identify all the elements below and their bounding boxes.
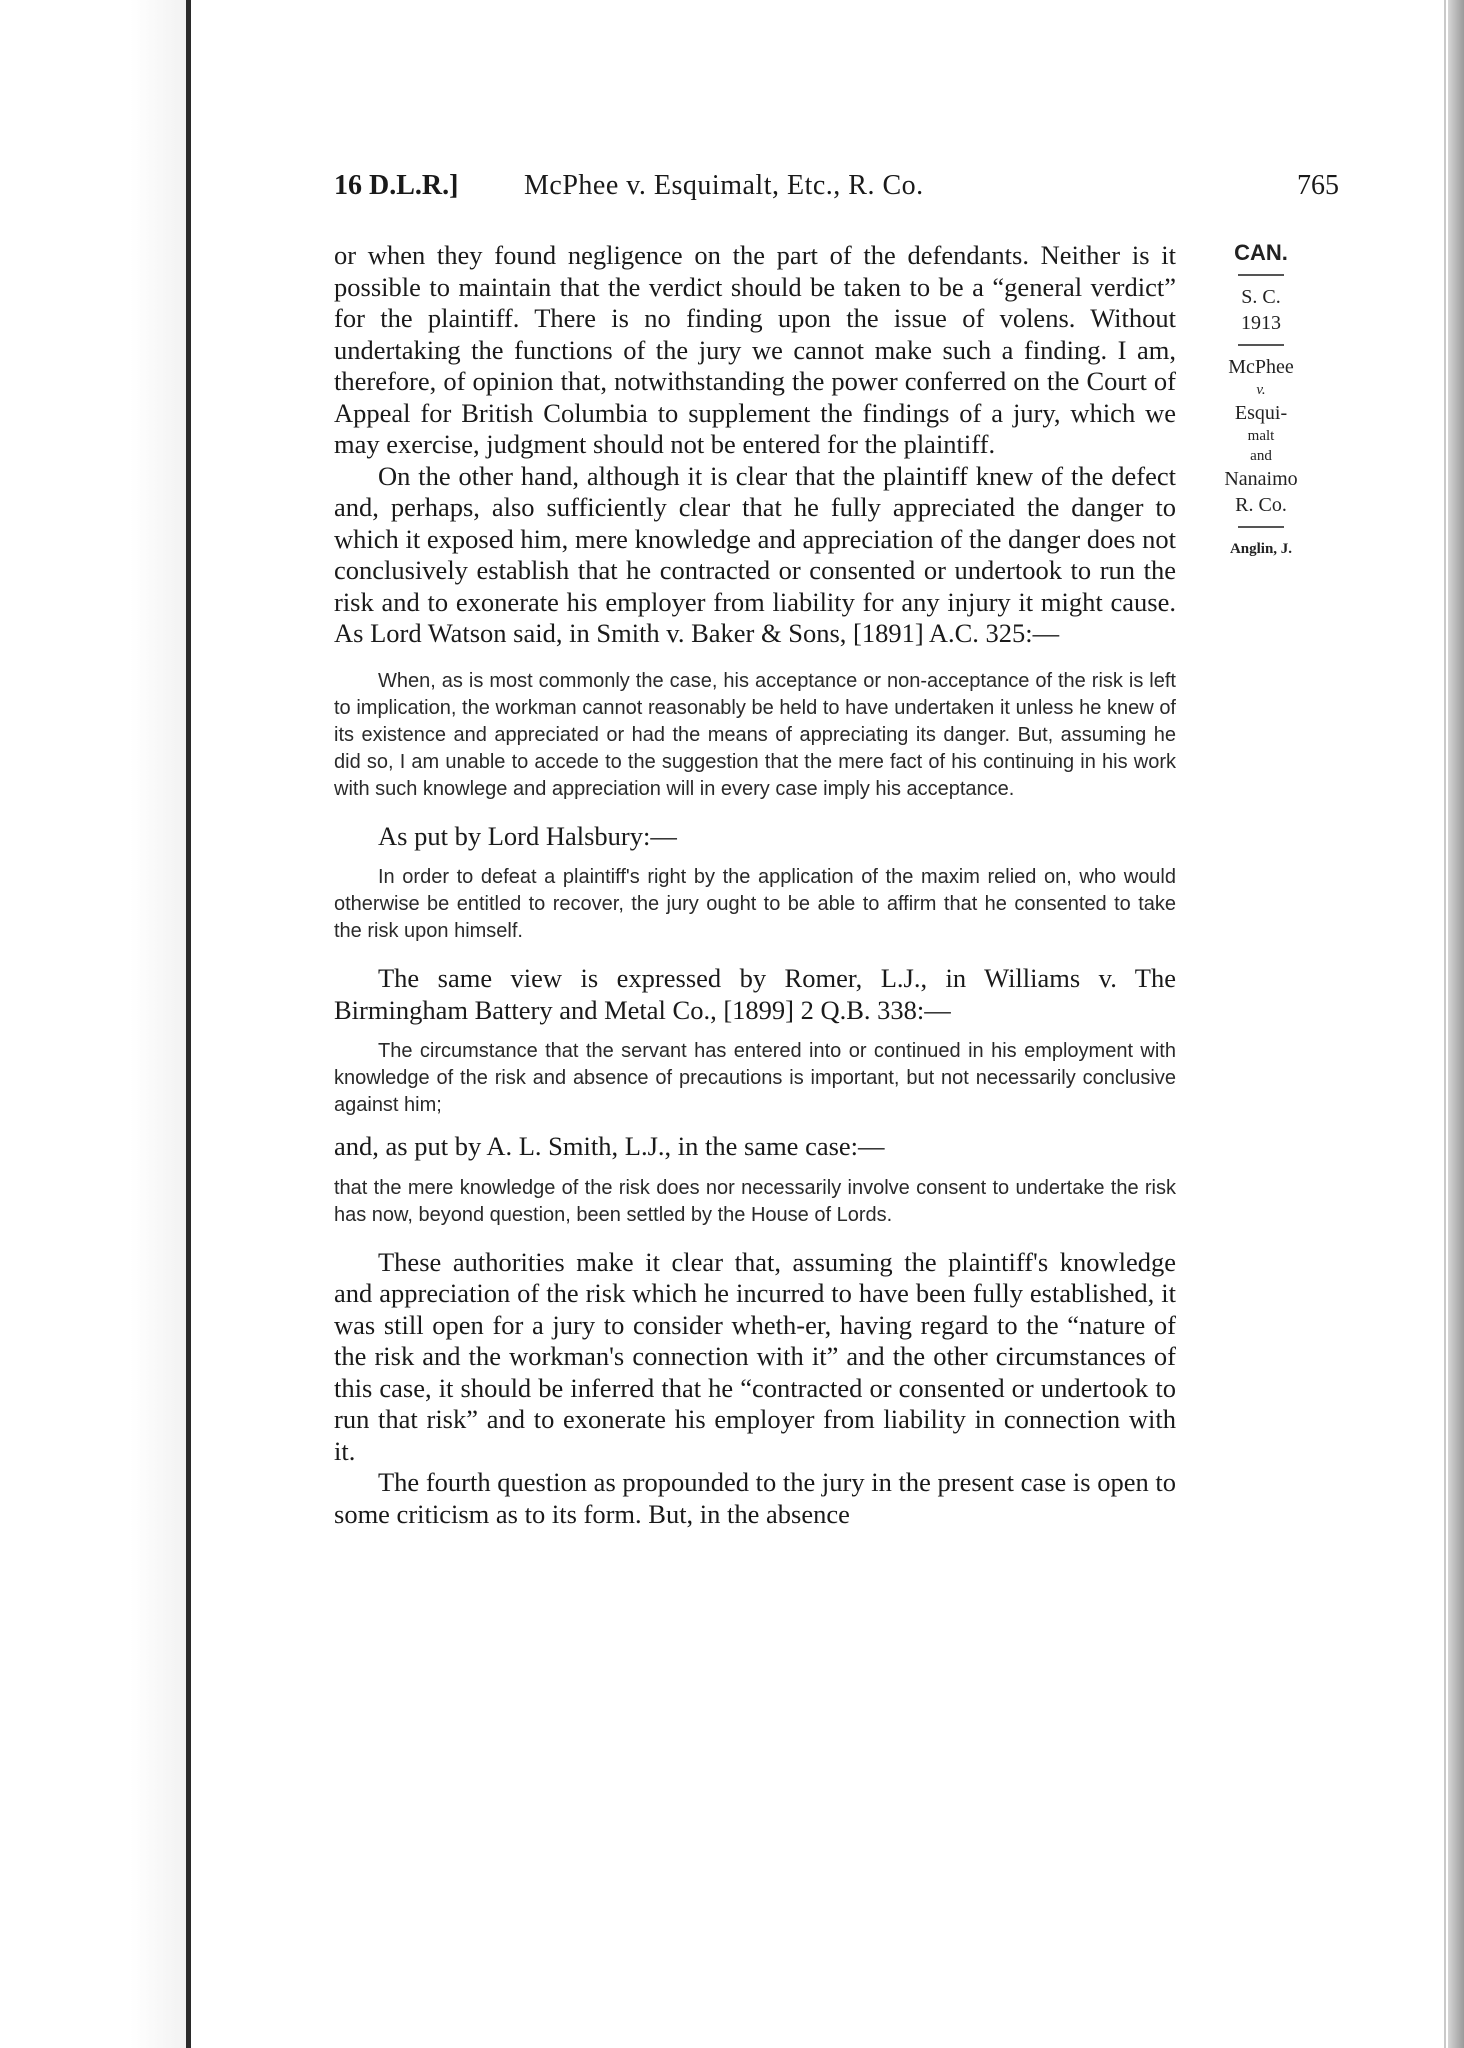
margin-rule [1238,526,1284,528]
margin-party-5: Nanaimo [1224,468,1298,490]
margin-notes [1200,240,1322,562]
scan-right-line [1444,0,1446,2048]
margin-year: 1913 [1241,312,1281,334]
margin-party-1: McPhee [1228,356,1294,378]
margin-party-4: and [1250,448,1272,464]
quotation-romer: The circumstance that the servant has entered into or continued in his employment with knowledge of the risk and absence of precautions is important, but not necessarily conclusive against him; [334,1040,1176,1116]
margin-party-6: R. Co. [1235,494,1287,516]
paragraph-3: As put by Lord Halsbury:— [378,820,677,851]
running-head [334,170,1339,212]
margin-versus: v. [1256,382,1266,398]
margin-court: S. C. [1241,286,1281,308]
margin-rule [1238,344,1284,346]
quotation-lord-watson: When, as is most commonly the case, his acceptance or non-acceptance of the risk is left to implication, the workman cannot reasonably be held to have undertaken it unless he knew of its existence and appreciated or had the means of appreciating its danger. But, assuming he did so, I am unable to accede to the suggestion that the mere fact of his continuing in his work with such knowlege and appreciation will in every case imply his acceptance. [334,669,1176,800]
paragraph-6: These authorities make it clear that, assuming the plaintiff's knowledge and appreciation of the risk which he incurred to have been fully established, it was still open for a jury to consider wheth-er, having regard to the “nature of the risk and the workman's connection with it” and the other circumstances of this case, it should be inferred that he “contracted or consented or undertook to run that risk” and to exonerate his employer from liability in connection with it. [334,1246,1176,1466]
quotation-smith: that the mere knowledge of the risk does nor necessarily involve consent to undertake the risk has now, beyond question, been settled by the House of Lords. [334,1176,1176,1226]
paragraph-7: The fourth question as propounded to the jury in the present case is open to some criticism as to its form. But, in the absence [334,1467,1176,1529]
scan-right-edge [1448,0,1464,2048]
paragraph-2: On the other hand, although it is clear that the plaintiff knew of the defect and, perhaps, also sufficiently clear that he fully appreciated the danger to which it exposed him, mere knowledge and appreciation of the danger does not conclusively establish that he contracted or consented or undertook to run the risk and to exonerate his employer from liability for any injury it might cause. As Lord Watson said, in Smith v. Baker & Sons, [1891] A.C. 325:— [334,460,1176,648]
volume-reference: 16 D.L.R.] [334,170,459,201]
main-text-column [334,240,1176,1530]
margin-country: CAN. [1234,240,1288,265]
margin-party-2: Esqui- [1234,402,1288,424]
margin-rule [1238,274,1284,276]
case-title: McPhee v. Esquimalt, Etc., R. Co. [524,170,924,201]
scan-binding-edge [186,0,191,2048]
page-number: 765 [1297,170,1339,201]
margin-judge: Anglin, J. [1229,541,1293,557]
quotation-lord-halsbury: In order to defeat a plaintiff's right by the application of the maxim relied on, who would otherwise be entitled to recover, the jury ought to be able to affirm that he consented to take the risk upon himself. [334,866,1176,942]
scan-left-margin [0,0,186,2048]
paragraph-5: and, as put by A. L. Smith, L.J., in the same case:— [334,1131,885,1161]
margin-party-3: malt [1247,428,1275,444]
paragraph-1: or when they found negligence on the part of the defendants. Neither is it possible to maintain that the verdict should be taken to be a “general verdict” for the plaintiff. There is no finding upon the issue of volens. Without undertaking the functions of the jury we cannot make such a finding. I am, therefore, of opinion that, notwithstanding the power conferred on the Court of Appeal for British Columbia to supplement the findings of a jury, which we may exercise, judgment should not be entered for the plaintiff. [334,240,1176,459]
paragraph-4: The same view is expressed by Romer, L.J., in Williams v. The Birmingham Battery and Metal Co., [1899] 2 Q.B. 338:— [334,963,1176,1025]
